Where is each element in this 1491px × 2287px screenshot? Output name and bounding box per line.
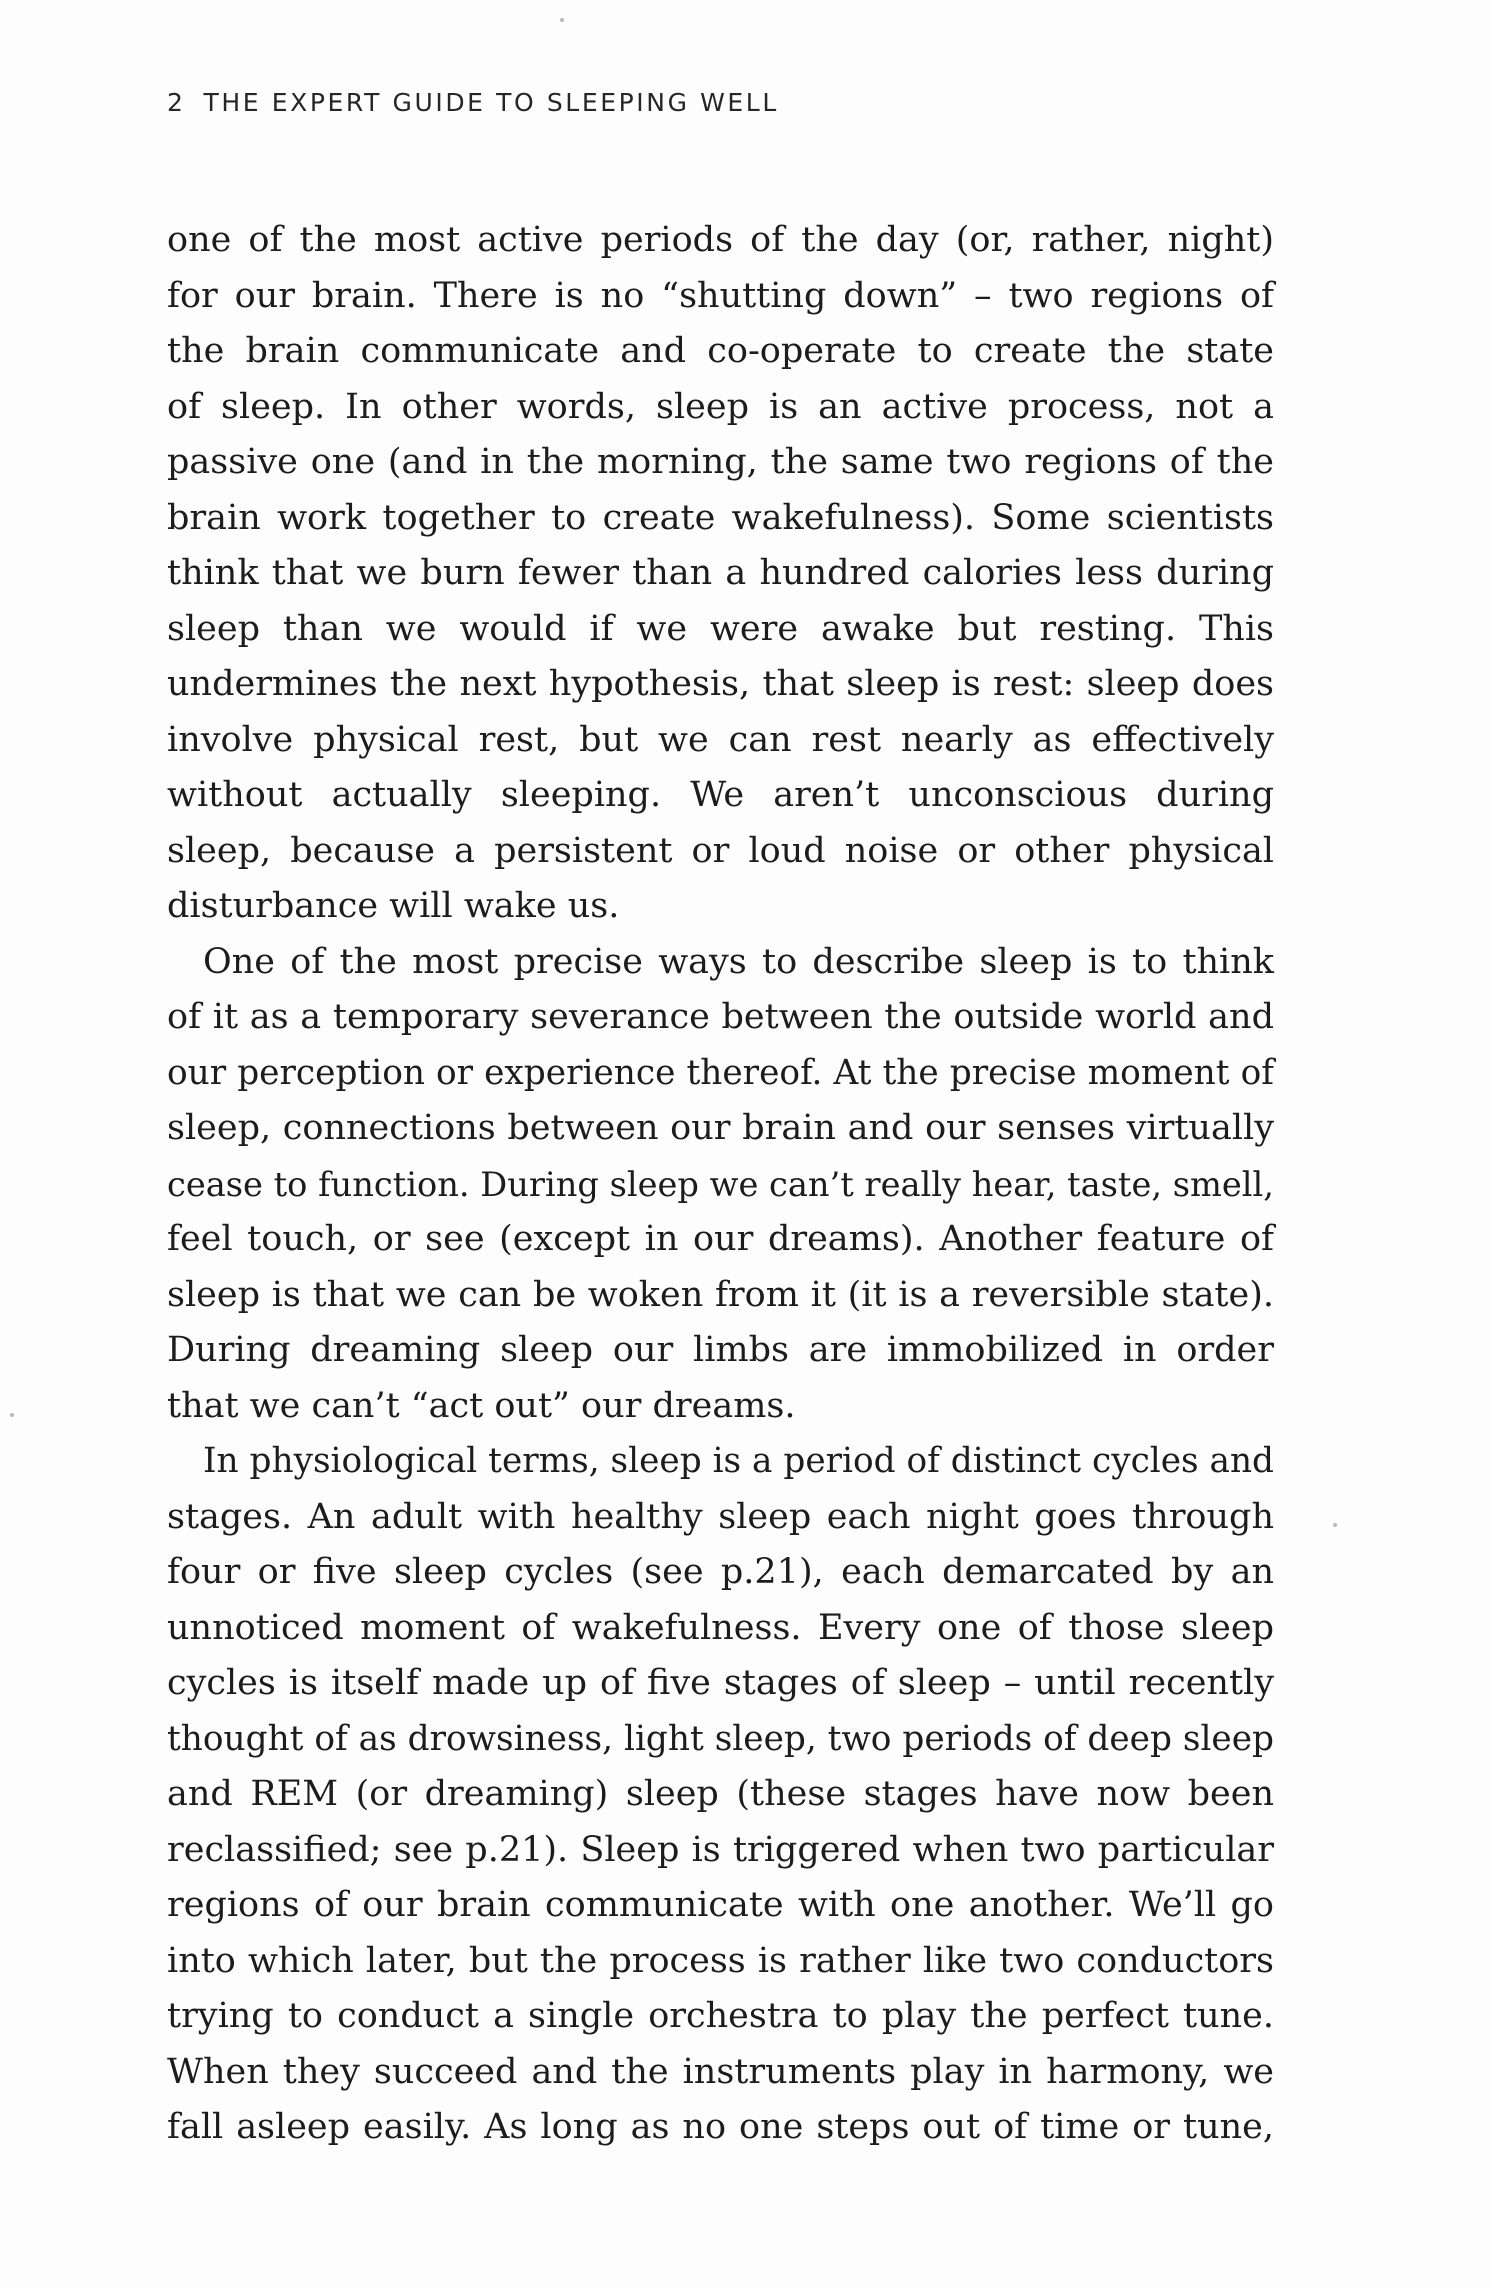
text-line: for our brain. There is no “shutting down” – two regions of	[167, 275, 1274, 316]
paragraph-3	[167, 1434, 1274, 2156]
scan-speck	[1333, 1523, 1337, 1527]
text-line: and REM (or dreaming) sleep (these stages have now been	[167, 1774, 1274, 1814]
text-line: one of the most active periods of the day (or, rather, night)	[167, 220, 1274, 260]
text-line: regions of our brain communicate with one another. We’ll go	[167, 1885, 1274, 1925]
text-line: disturbance will wake us.	[167, 886, 620, 926]
body-text	[167, 213, 1274, 2156]
text-line: reclassified; see p.21). Sleep is triggered when two particular	[167, 1829, 1274, 1870]
text-line: stages. An adult with healthy sleep each night goes through	[167, 1496, 1274, 1537]
text-line: feel touch, or see (except in our dreams). Another feature of	[167, 1219, 1274, 1259]
text-line: sleep, because a persistent or loud noise or other physical	[167, 830, 1274, 871]
page-number: 2	[167, 88, 186, 117]
text-line: four or five sleep cycles (see p.21), each demarcated by an	[167, 1552, 1274, 1592]
text-line: trying to conduct a single orchestra to play the perfect tune.	[167, 1996, 1274, 2036]
text-line: the brain communicate and co-operate to create the state	[167, 331, 1274, 371]
paragraph-2	[167, 935, 1274, 1435]
text-line: cease to function. During sleep we can’t really hear, taste, smell,	[167, 1164, 1274, 1204]
scan-speck	[10, 1413, 14, 1417]
text-line: fall asleep easily. As long as no one steps out of time or tune,	[167, 2107, 1274, 2147]
running-header	[167, 88, 779, 117]
text-line: think that we burn fewer than a hundred calories less during	[167, 553, 1274, 593]
text-line: involve physical rest, but we can rest nearly as effectively	[167, 719, 1274, 760]
text-line: passive one (and in the morning, the same two regions of the	[167, 442, 1274, 482]
text-line: One of the most precise ways to describe sleep is to think	[203, 941, 1274, 982]
text-line: without actually sleeping. We aren’t unconscious during	[167, 775, 1274, 815]
text-line: In physiological terms, sleep is a period of distinct cycles and	[203, 1441, 1274, 1481]
text-line: thought of as drowsiness, light sleep, two periods of deep sleep	[167, 1718, 1274, 1759]
text-line: During dreaming sleep our limbs are immobilized in order	[167, 1330, 1274, 1370]
text-line: into which later, but the process is rather like two conductors	[167, 1940, 1274, 1981]
text-line: sleep is that we can be woken from it (it is a reversible state).	[167, 1274, 1274, 1315]
text-line: undermines the next hypothesis, that sleep is rest: sleep does	[167, 664, 1274, 704]
text-line: of it as a temporary severance between the outside world and	[167, 997, 1274, 1037]
text-line: brain work together to create wakefulness). Some scientists	[167, 497, 1274, 538]
text-line: sleep than we would if we were awake but resting. This	[167, 608, 1274, 649]
text-line: that we can’t “act out” our dreams.	[167, 1385, 796, 1426]
paragraph-1	[167, 213, 1274, 935]
text-line: our perception or experience thereof. At the precise moment of	[167, 1052, 1274, 1093]
text-line: cycles is itself made up of five stages of sleep – until recently	[167, 1663, 1274, 1703]
text-line: sleep, connections between our brain and our senses virtually	[167, 1108, 1274, 1148]
scan-speck	[560, 18, 564, 22]
running-title: THE EXPERT GUIDE TO SLEEPING WELL	[203, 88, 779, 117]
text-line: unnoticed moment of wakefulness. Every one of those sleep	[167, 1607, 1274, 1648]
text-line: When they succeed and the instruments play in harmony, we	[167, 2051, 1274, 2092]
text-line: of sleep. In other words, sleep is an active process, not a	[167, 386, 1274, 427]
